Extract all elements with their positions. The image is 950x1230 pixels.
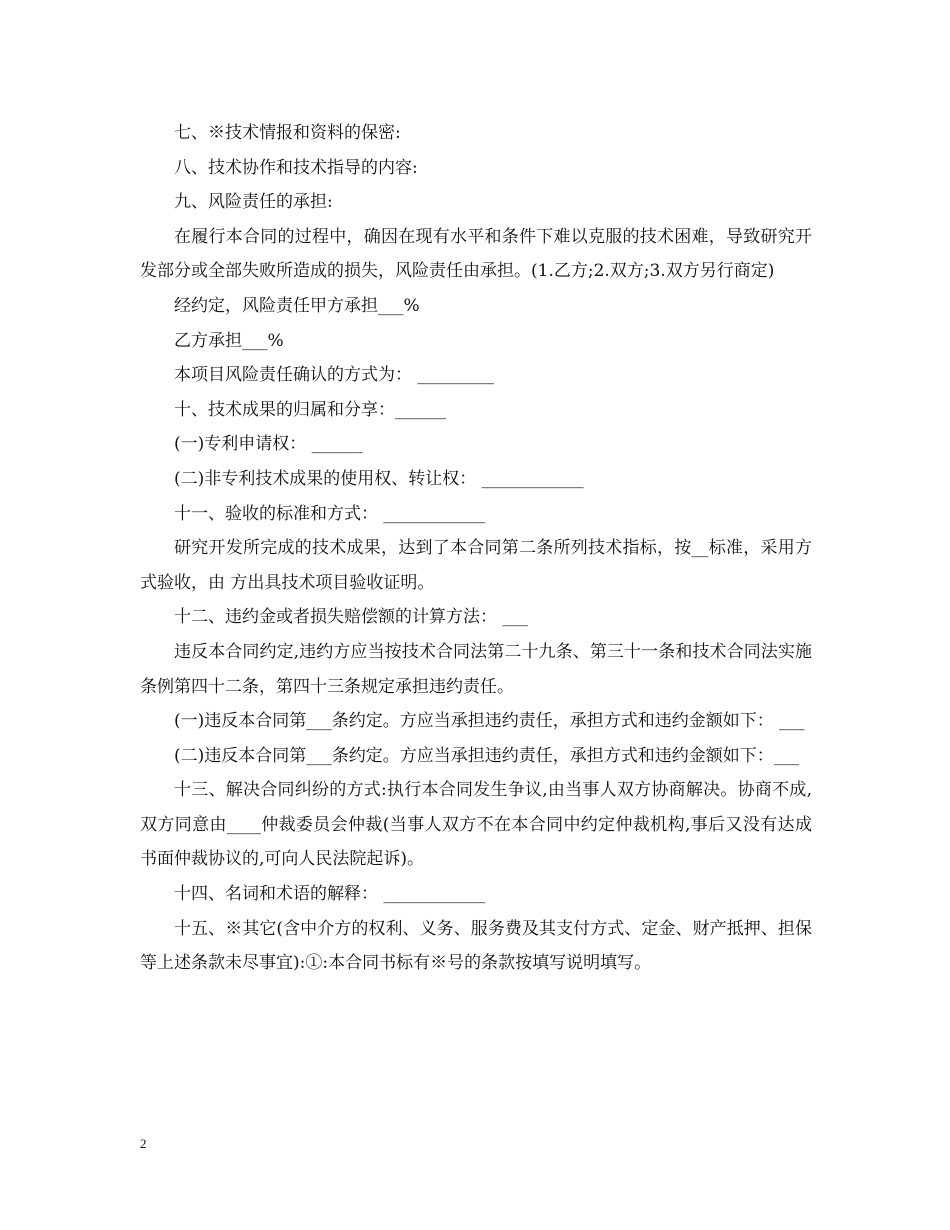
clause-8: 八、技术协作和技术指导的内容: <box>174 157 418 178</box>
risk-party-a: 经约定，风险责任甲方承担___% <box>174 295 420 316</box>
breach-paragraph: 违反本合同约定,违约方应当按技术合同法第二十九条、第三十一条和技术合同法实施条例第四十二条，第四十三条规定承担违约责任。 <box>140 641 812 697</box>
risk-party-b: 乙方承担___% <box>174 330 284 351</box>
non-patent-right: (二)非专利技术成果的使用权、转让权： ____________ <box>174 468 584 489</box>
risk-confirmation: 本项目风险责任确认的方式为： _________ <box>174 365 494 386</box>
clause-10: 十、技术成果的归属和分享：______ <box>174 399 446 420</box>
clause-9: 九、风险责任的承担: <box>174 192 333 213</box>
clause-12: 十二、违约金或者损失赔偿额的计算方法： ___ <box>174 607 528 628</box>
patent-right: (一)专利申请权： ______ <box>174 434 363 455</box>
page-number: 2 <box>140 1136 147 1151</box>
document-body <box>140 116 812 981</box>
breach-item-1: (一)违反本合同第___条约定。方应当承担违约责任，承担方式和违约金额如下： ___ <box>174 711 805 732</box>
clause-14: 十四、名词和术语的解释： ____________ <box>174 884 486 905</box>
clause-13: 十三、解决合同纠纷的方式:执行本合同发生争议,由当事人双方协商解决。协商不成,双方同意由____仲裁委员会仲裁(当事人双方不在本合同中约定仲裁机构,事后又没有达成书面仲裁协议的,可向人民法院起诉)。 <box>140 780 812 870</box>
clause-15: 十五、※其它(含中介方的权利、义务、服务费及其支付方式、定金、财产抵押、担保等上述条款未尽事宜):①:本合同书标有※号的条款按填写说明填写。 <box>140 918 812 974</box>
clause-7: 七、※技术情报和资料的保密: <box>174 123 401 143</box>
clause-11: 十一、验收的标准和方式： ____________ <box>174 503 486 524</box>
acceptance-paragraph: 研究开发所完成的技术成果，达到了本合同第二条所列技术指标，按__标准，采用方式验收，由 方出具技术项目验收证明。 <box>140 538 812 593</box>
risk-paragraph: 在履行本合同的过程中，确因在现有水平和条件下难以克服的技术困难，导致研究开发部分或全部失败所造成的损失，风险责任由承担。(1.乙方;2.双方;3.双方另行商定) <box>140 226 812 282</box>
breach-item-2: (二)违反本合同第___条约定。方应当承担违约责任，承担方式和违约金额如下：___ <box>174 745 800 766</box>
